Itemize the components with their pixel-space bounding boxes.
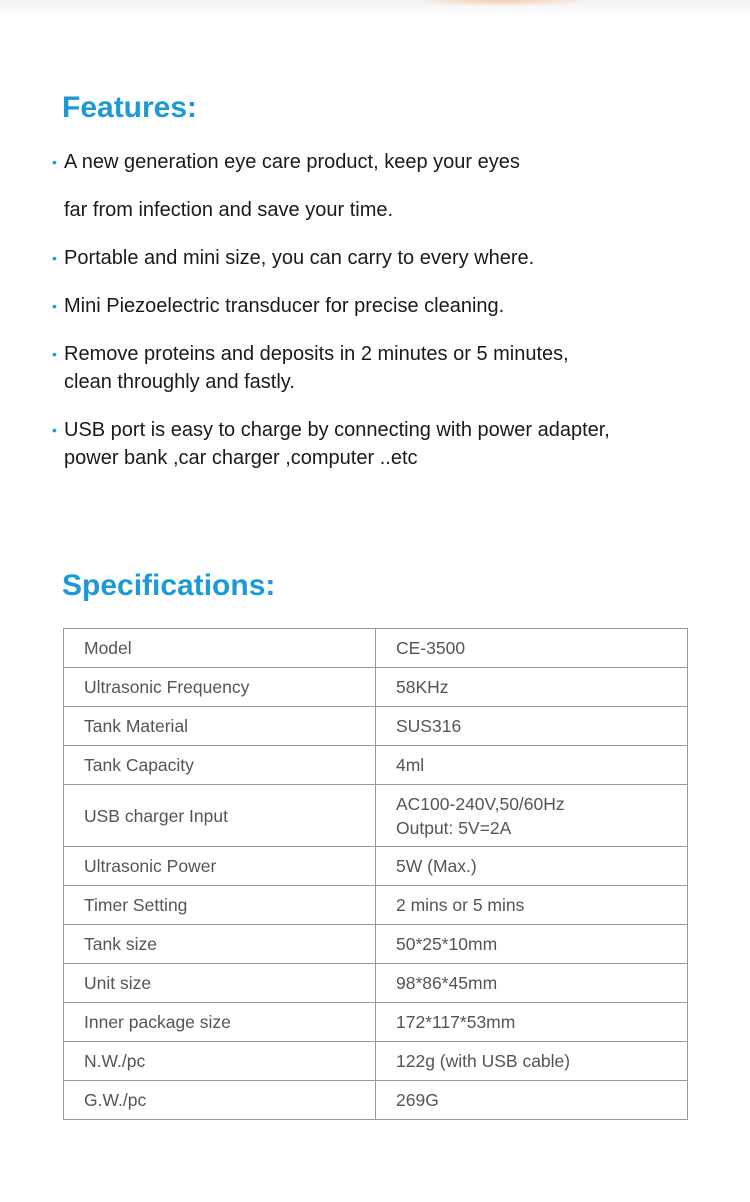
bullet-icon: • (52, 250, 57, 266)
bullet-icon: • (52, 154, 57, 170)
spec-label: Inner package size (64, 1003, 376, 1042)
top-accent-glow (420, 0, 585, 6)
feature-text-line: far from infection and save your time. (64, 199, 394, 221)
features-title: Features: (62, 91, 198, 124)
table-row (64, 668, 688, 707)
spec-value: 5W (Max.) (376, 847, 688, 886)
table-row (64, 886, 688, 925)
spec-value: 4ml (376, 746, 688, 785)
feature-item (52, 292, 704, 320)
spec-label: N.W./pc (64, 1042, 376, 1081)
table-row (64, 925, 688, 964)
feature-item (52, 416, 704, 472)
spec-value: 122g (with USB cable) (376, 1042, 688, 1081)
spec-label: G.W./pc (64, 1081, 376, 1120)
spec-label: Unit size (64, 964, 376, 1003)
table-row (64, 707, 688, 746)
table-row (64, 1042, 688, 1081)
spec-value: 172*117*53mm (376, 1003, 688, 1042)
table-row (64, 746, 688, 785)
spec-label: Tank Material (64, 707, 376, 746)
feature-item (52, 340, 704, 396)
bullet-icon: • (52, 422, 57, 438)
spec-label: USB charger Input (64, 785, 376, 847)
table-row (64, 785, 688, 847)
feature-item (52, 148, 704, 224)
specifications-title: Specifications: (62, 569, 276, 602)
specifications-table (63, 628, 688, 1120)
spec-label: Timer Setting (64, 886, 376, 925)
feature-text-line: Portable and mini size, you can carry to every where. (64, 247, 535, 269)
table-row (64, 1081, 688, 1120)
feature-text-line: Mini Piezoelectric transducer for precise cleaning. (64, 295, 505, 317)
spec-value: 98*86*45mm (376, 964, 688, 1003)
spec-value: 2 mins or 5 mins (376, 886, 688, 925)
spec-value (376, 785, 688, 847)
spec-label: Model (64, 629, 376, 668)
feature-text-line: clean throughly and fastly. (64, 371, 295, 393)
spec-value: 269G (376, 1081, 688, 1120)
spec-value: 50*25*10mm (376, 925, 688, 964)
spec-label: Ultrasonic Frequency (64, 668, 376, 707)
top-divider-shadow (0, 0, 750, 18)
spec-value: SUS316 (376, 707, 688, 746)
table-row (64, 847, 688, 886)
spec-label: Tank size (64, 925, 376, 964)
feature-text-line: A new generation eye care product, keep your eyes (64, 151, 520, 173)
feature-item (52, 244, 704, 272)
feature-text-line: power bank ,car charger ,computer ..etc (64, 447, 418, 469)
table-row (64, 1003, 688, 1042)
spec-value: CE-3500 (376, 629, 688, 668)
table-row (64, 964, 688, 1003)
spec-value: 58KHz (376, 668, 688, 707)
feature-text-line: Remove proteins and deposits in 2 minutes or 5 minutes, (64, 343, 569, 365)
spec-label: Ultrasonic Power (64, 847, 376, 886)
spec-label: Tank Capacity (64, 746, 376, 785)
bullet-icon: • (52, 298, 57, 314)
feature-text-line: USB port is easy to charge by connecting with power adapter, (64, 419, 610, 441)
spec-value-line: AC100-240V,50/60Hz (396, 793, 565, 814)
spec-value-line: Output: 5V=2A (396, 817, 512, 838)
bullet-icon: • (52, 346, 57, 362)
table-row (64, 629, 688, 668)
